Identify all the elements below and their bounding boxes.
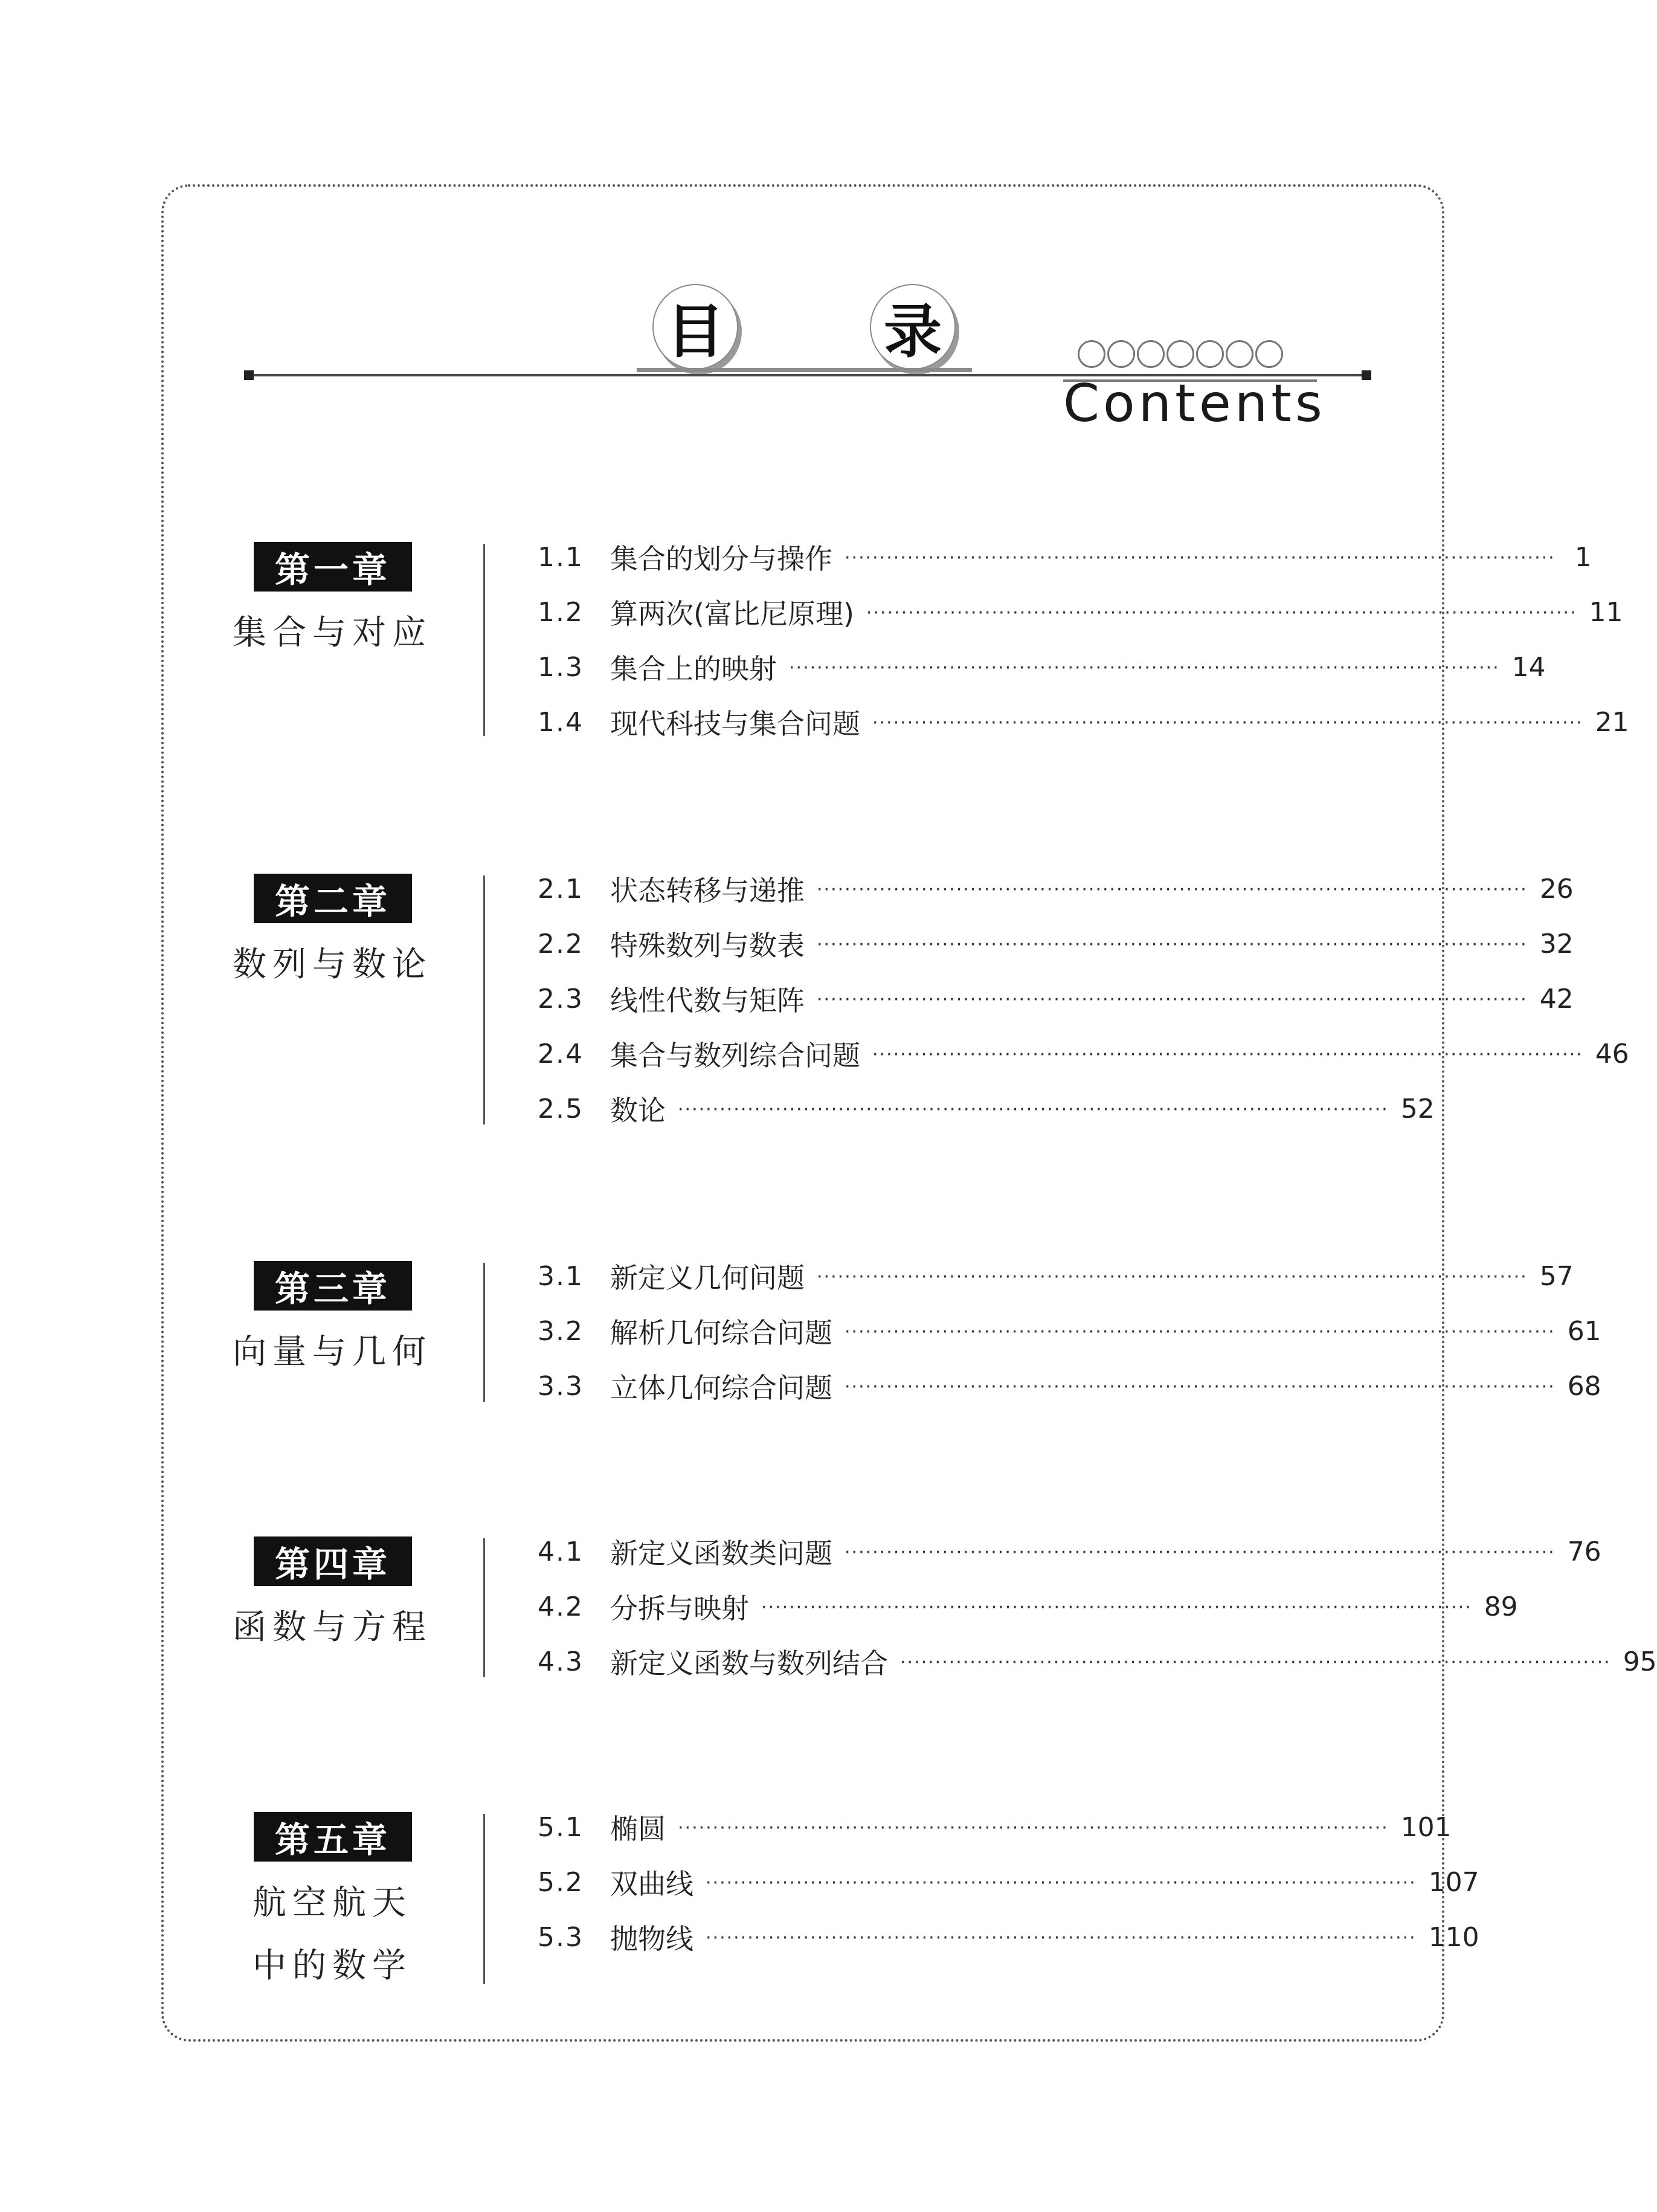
entry-page: 11 (1589, 596, 1623, 628)
entry-title: 状态转移与递推 (610, 874, 805, 907)
toc-entry[interactable] (538, 536, 1592, 578)
leader-dots: ······································································································ (817, 1266, 1528, 1288)
toc-entry[interactable] (538, 1255, 1574, 1297)
entry-title: 抛物线 (610, 1923, 693, 1955)
toc-entry[interactable] (538, 1365, 1601, 1407)
leader-dots: ······································································································ (817, 989, 1528, 1010)
entry-number: 2.2 (538, 928, 584, 959)
toc-entry[interactable] (538, 1806, 1452, 1848)
entry-title: 解析几何综合问题 (610, 1317, 832, 1349)
leader-dots: ······································································································ (872, 1044, 1583, 1065)
leader-dots: ······································································································ (761, 1597, 1472, 1618)
entry-title: 立体几何综合问题 (610, 1372, 832, 1404)
toc-entry[interactable] (538, 1585, 1518, 1628)
entry-number: 4.1 (538, 1536, 584, 1567)
chapter-name: 集合与对应 (233, 613, 432, 653)
chapter-name-line-2: 中的数学 (253, 1946, 412, 1985)
entry-number: 5.3 (538, 1921, 584, 1953)
leader-dots: ······································································································ (817, 879, 1528, 900)
entry-number: 2.1 (538, 873, 584, 904)
entry-number: 3.2 (538, 1315, 584, 1347)
toc-entry[interactable] (538, 923, 1574, 965)
leader-dots: ······································································································ (678, 1099, 1389, 1120)
entry-number: 3.1 (538, 1260, 584, 1292)
entry-page: 21 (1595, 706, 1629, 738)
entry-title: 特殊数列与数表 (610, 929, 805, 962)
chapter-divider (483, 875, 485, 1124)
entry-page: 110 (1428, 1921, 1479, 1953)
chapter-badge: 第四章 (254, 1536, 412, 1586)
entry-title: 集合与数列综合问题 (610, 1039, 860, 1072)
title-char-mu: 目 (652, 284, 738, 370)
entry-title: 集合的划分与操作 (610, 543, 832, 575)
rule-end-marker-left (244, 370, 254, 380)
toc-entry[interactable] (538, 1530, 1601, 1573)
chapter-badge: 第一章 (254, 542, 412, 592)
entry-number: 5.1 (538, 1811, 584, 1843)
toc-entry[interactable] (538, 1861, 1479, 1903)
leader-dots: ······································································································ (706, 1872, 1417, 1894)
entry-number: 2.4 (538, 1038, 584, 1069)
rule-end-marker-right (1362, 370, 1371, 380)
chapter-name-line-1: 航空航天 (253, 1883, 412, 1923)
chapter-divider (483, 544, 485, 736)
entry-page: 76 (1567, 1536, 1601, 1567)
entry-number: 3.3 (538, 1370, 584, 1402)
leader-dots: ······································································································ (845, 1542, 1556, 1563)
leader-dots: ······································································································ (845, 1376, 1556, 1398)
title-underline (637, 368, 972, 372)
entry-number: 4.3 (538, 1646, 584, 1677)
toc-entry[interactable] (538, 1640, 1657, 1683)
toc-entry[interactable] (538, 646, 1546, 688)
leader-dots: ······································································································ (706, 1927, 1417, 1949)
toc-entry[interactable] (538, 1310, 1601, 1352)
entry-page: 101 (1400, 1811, 1452, 1843)
chapter-badge: 第五章 (254, 1812, 412, 1862)
contents-heading: Contents (1063, 373, 1326, 434)
leader-dots: ······································································································ (866, 602, 1577, 624)
chapter-badge: 第三章 (254, 1261, 412, 1311)
entry-page: 42 (1539, 983, 1574, 1014)
chapter-badge: 第二章 (254, 874, 412, 923)
chapter-divider (483, 1263, 485, 1402)
leader-dots: ······································································································ (789, 657, 1500, 679)
leader-dots: ······································································································ (845, 547, 1556, 569)
entry-number: 1.4 (538, 706, 584, 738)
decorative-circles (1078, 340, 1285, 368)
entry-page: 1 (1574, 541, 1592, 573)
entry-page: 46 (1595, 1038, 1629, 1069)
toc-entry[interactable] (538, 1088, 1435, 1130)
entry-title: 数论 (610, 1094, 666, 1127)
entry-title: 椭圆 (610, 1813, 666, 1845)
leader-dots: ······································································································ (872, 712, 1583, 734)
entry-page: 32 (1539, 928, 1574, 959)
entry-page: 95 (1623, 1646, 1657, 1677)
chapter-name: 数列与数论 (233, 945, 432, 984)
chapter-divider (483, 1814, 485, 1984)
entry-number: 1.2 (538, 596, 584, 628)
entry-page: 14 (1511, 651, 1546, 683)
chapter-name: 向量与几何 (233, 1332, 432, 1372)
toc-entry[interactable] (538, 591, 1623, 633)
entry-page: 52 (1400, 1093, 1435, 1124)
entry-title: 线性代数与矩阵 (610, 984, 805, 1017)
entry-title: 算两次(富比尼原理) (610, 598, 854, 630)
toc-entry[interactable] (538, 1033, 1629, 1075)
toc-entry[interactable] (538, 701, 1629, 743)
entry-title: 分拆与映射 (610, 1592, 749, 1625)
entry-title: 现代科技与集合问题 (610, 708, 860, 740)
leader-dots: ······································································································ (678, 1817, 1389, 1839)
leader-dots: ······································································································ (817, 934, 1528, 955)
entry-page: 57 (1539, 1260, 1574, 1292)
entry-title: 新定义函数类问题 (610, 1537, 832, 1570)
entry-number: 4.2 (538, 1591, 584, 1622)
entry-title: 双曲线 (610, 1868, 693, 1900)
entry-page: 89 (1484, 1591, 1518, 1622)
entry-page: 68 (1567, 1370, 1601, 1402)
toc-entry[interactable] (538, 868, 1574, 910)
entry-number: 2.5 (538, 1093, 584, 1124)
entry-number: 1.1 (538, 541, 584, 573)
entry-number: 5.2 (538, 1866, 584, 1898)
toc-entry[interactable] (538, 978, 1574, 1020)
title-char-lu: 录 (870, 284, 956, 370)
entry-title: 集合上的映射 (610, 653, 777, 685)
chapter-name: 函数与方程 (233, 1608, 432, 1647)
leader-dots: ······································································································ (900, 1652, 1611, 1673)
entry-page: 26 (1539, 873, 1574, 904)
toc-entry[interactable] (538, 1916, 1479, 1958)
chapter-divider (483, 1538, 485, 1677)
entry-number: 1.3 (538, 651, 584, 683)
entry-page: 107 (1428, 1866, 1479, 1898)
entry-page: 61 (1567, 1315, 1601, 1347)
entry-title: 新定义函数与数列结合 (610, 1647, 888, 1680)
entry-title: 新定义几何问题 (610, 1262, 805, 1294)
entry-number: 2.3 (538, 983, 584, 1014)
leader-dots: ······································································································ (845, 1321, 1556, 1343)
